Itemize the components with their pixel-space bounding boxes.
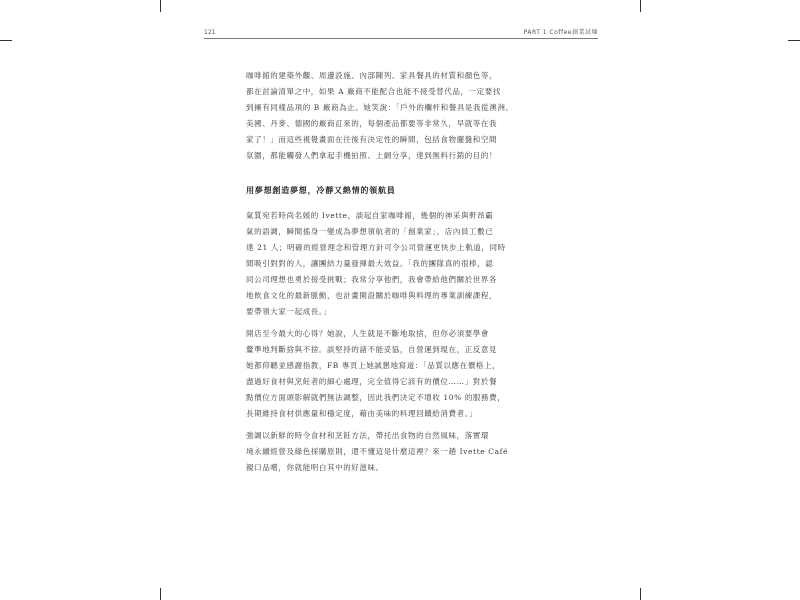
running-head: PART 1 Coffee創業試煉 <box>523 29 598 36</box>
crop-mark-bottom-left <box>160 588 161 600</box>
crop-mark-left-top <box>0 40 12 41</box>
crop-mark-top-right <box>640 0 641 12</box>
page-number: 121 <box>204 29 216 36</box>
page-body <box>246 68 561 476</box>
body-paragraph: 氣質宛若時尚名媛的 Ivette，談起自家咖啡館，幾個的神采與軒昂霸 氣的語調，瞬間搖身一變成為夢想領航者的「創業家」。店內員工數已 達 21 人；明確的經營理念和管理方針可令公司營運更快步上軌道，同時 間吸引對對的人，讓團結力量發揮最大效益。「我的團隊真的很棒，認 同公司理想也勇於接受挑戰；我常分享他們，我會帶給他們關於世界各 地飲食文化的最新脈動，也計畫開設關於咖啡與料理的專業訓練課程， 要帶領大家一起成長。」 <box>246 211 506 316</box>
intro-paragraph: 咖啡館的建築外觀、周邊設施、內部陳列、家具餐具的材質和顏色等， 都在討論清單之中，如果 A 廠商不能配合也能不接受替代品，一定要找 到擁有同樣品項的 B 廠商為止。她笑說：「戶外的欄杆和餐具是我從澳洲、 美國、丹麥、德國的廠商訂來的，每個產品都要等非常久，早就等在我 家了！」而這些視覺畫面在往後有決定性的瞬間，包括食物擺盤和空間 氛圍，都能觸發人們拿起手機拍照、上網分享，達到無料行銷的目的！ <box>246 71 514 160</box>
crop-mark-bottom-right <box>640 588 641 600</box>
crop-mark-top-left <box>160 0 161 12</box>
page-header <box>204 24 598 39</box>
body-paragraph: 強調以新鮮的時令食材和烹飪方法，帶托出食物的自然風味，落實環 境永續經營及綠色採購原則，還不懂這是什麼這裡？來一趟 Ivette Café 親口品嚐，你就能明白其中的好滋味。 <box>246 431 509 472</box>
body-paragraph: 開店至今最大的心得？她說，人生就是不斷地取捨，但你必須要學會 釐準地判斷捨與不捨。談堅持的諸不能妥協，自營運到現在，正反意見 她都仰聽並感謝指教，FB 專頁上她誠懇地寫道：「品質以應在價格上， 盡過好食材與烹飪者的細心處理，完全值得它該有的價位……」對於餐 點價位方面頭影解就們無法調整，因此我們決定不增收 10% 的服務費， 長期維持食材供應量和穩定度，藉由美味的料理回饋給消費者。」 <box>246 329 506 418</box>
crop-mark-right-top <box>788 40 800 41</box>
section-heading: 用夢想創造夢想，冷靜又熱情的領航員 <box>246 185 396 195</box>
